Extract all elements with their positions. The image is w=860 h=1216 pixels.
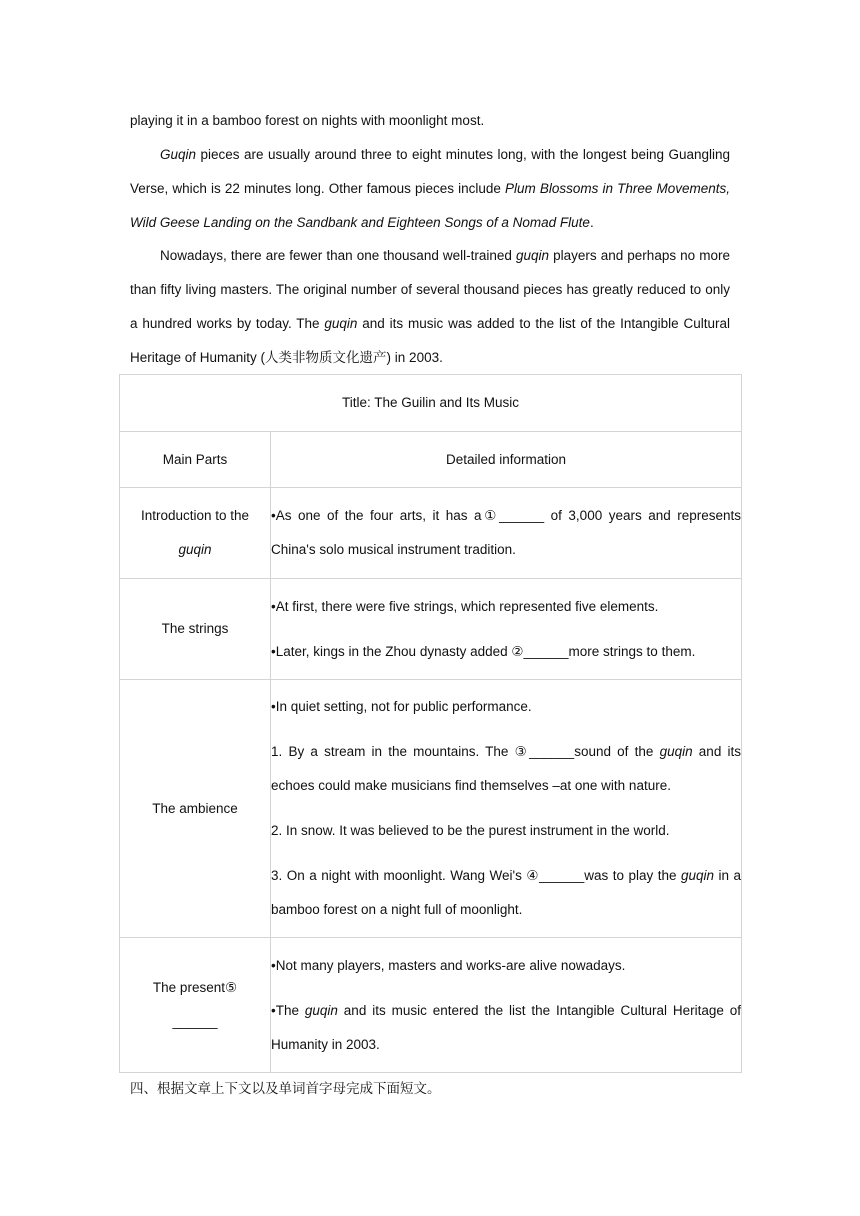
row-detail-introduction [271,488,742,579]
row-detail-present [271,938,742,1073]
row-label-strings: The strings [120,579,271,680]
detail-span: and its music entered the list the Intangible Cultural Heritage of Humanity in 2003. [271,1002,742,1052]
detail-span: and its echoes could make musicians find themselves –at one with nature. [271,744,742,793]
italic-term: guqin [178,542,212,557]
paragraph-nowadays [130,239,730,375]
italic-term: Guqin [160,147,197,162]
paragraph-text: players and perhaps no more than fifty living masters. The original number of several thousand pieces has greatly reduced to only a hundred works by today. The [130,248,730,331]
paragraph-text: . [589,215,594,230]
section-heading: 四、根据文章上下文以及单词首字母完成下面短文。 [130,1081,441,1097]
italic-term: guqin [659,744,693,759]
paragraph-text: pieces are usually around three to eight minutes long, with the longest being Guangling Verse, which is 22 minutes long. Other famous pieces include [130,147,730,196]
row-label-ambience: The ambience [120,680,271,938]
detail-text: •Not many players, masters and works-are alive nowadays. [271,957,626,973]
italic-term: guqin [680,868,715,883]
paragraph-text: Nowadays, there are fewer than one thousand well-trained [160,248,516,263]
detail-span: in a bamboo forest on a night full of moonlight. [271,868,742,917]
detail-text: •At first, there were five strings, which represented five elements. [271,598,659,614]
row-detail-ambience [271,680,742,938]
summary-table [119,374,742,1073]
header-detailed-information: Detailed information [271,432,742,488]
table-title-row [120,375,742,432]
text-line: playing it in a bamboo forest on nights with moonlight most. [130,113,485,128]
italic-term: guqin [304,1002,338,1018]
table-row [120,680,742,938]
paragraph-guqin-pieces [130,138,730,240]
italic-titles: Plum Blossoms in Three Movements, Wild Geese Landing on the Sandbank and Eighteen Songs of a Nomad Flute [130,181,730,230]
row-label-introduction [120,488,271,579]
detail-text: •Later, kings in the Zhou dynasty added ②______more strings to them. [271,643,696,659]
table-row [120,488,742,579]
detail-text [271,994,741,1062]
table-row [120,579,742,680]
detail-text [271,859,741,927]
detail-text: •In quiet setting, not for public performance. [271,699,532,714]
detail-text [271,735,741,803]
header-main-parts: Main Parts [120,432,271,488]
row-detail-strings [271,579,742,680]
detail-span: 3. On a night with moonlight. Wang Wei's ④______was to play the [271,868,681,883]
paragraph-text: and its music was added to the list of the Intangible Cultural Heritage of Humanity (人类非物质文化遗产) in 2003. [130,316,730,365]
detail-text: •As one of the four arts, it has a①______ of 3,000 years and represents China's solo musical instrument tradition. [271,508,742,557]
row-label-text: The present⑤ [152,980,238,995]
table-row [120,938,742,1073]
table-header-row [120,432,742,488]
detail-text: 2. In snow. It was believed to be the purest instrument in the world. [271,823,670,838]
italic-term: guqin [324,316,358,331]
detail-span: •The [271,1002,305,1018]
row-label-present [120,938,271,1073]
table-title: Title: The Guilin and Its Music [120,375,742,432]
answer-blank: ______ [172,1014,218,1029]
italic-term: guqin [516,248,550,263]
row-label-text: Introduction to the [140,508,250,523]
detail-span: 1. By a stream in the mountains. The ③______sound of the [271,744,660,759]
